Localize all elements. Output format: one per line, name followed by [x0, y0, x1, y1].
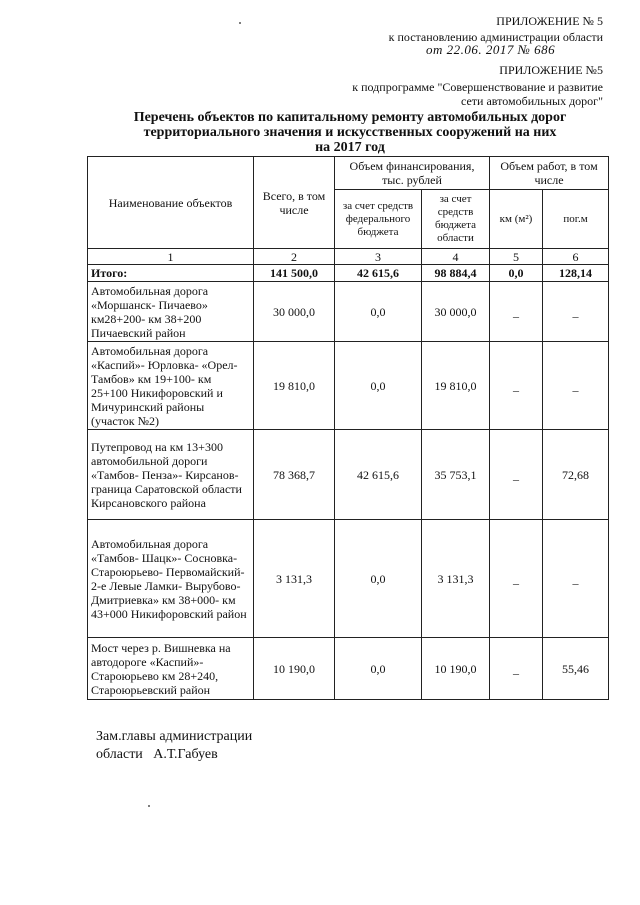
total-label: Итого: — [88, 265, 254, 282]
column-number: 2 — [254, 249, 335, 265]
column-number-row — [88, 249, 609, 265]
object-federal: 0,0 — [335, 520, 422, 638]
table-row — [88, 282, 609, 342]
total-pog-m: 128,14 — [543, 265, 609, 282]
header-row-1 — [88, 157, 609, 190]
object-pog-m: _ — [543, 342, 609, 430]
header-federal: за счет средств федерального бюджета — [335, 190, 422, 249]
object-regional: 3 131,3 — [422, 520, 490, 638]
total-row — [88, 265, 609, 282]
object-regional: 10 190,0 — [422, 638, 490, 700]
object-name: Автомобильная дорога «Каспий»- Юрловка- «Орел- Тамбов» км 19+100- км 25+100 Никифоровский и Мичуринский районы (участок №2) — [88, 342, 254, 430]
subprogram-reference-line2: сети автомобильных дорог" — [460, 94, 603, 108]
object-km: _ — [490, 282, 543, 342]
subprogram-reference-line1: к подпрограмме "Совершенствование и развитие — [352, 80, 603, 94]
signatory-name: области А.Т.Габуев — [96, 747, 218, 762]
total-amount: 141 500,0 — [254, 265, 335, 282]
object-regional: 30 000,0 — [422, 282, 490, 342]
object-federal: 42 615,6 — [335, 430, 422, 520]
header-km: км (м²) — [490, 190, 543, 249]
total-km: 0,0 — [490, 265, 543, 282]
object-federal: 0,0 — [335, 638, 422, 700]
column-number: 1 — [88, 249, 254, 265]
object-name: Автомобильная дорога «Моршанск- Пичаево» км28+200- км 38+200 Пичаевский район — [88, 282, 254, 342]
title-line-2: территориального значения и искусственных сооружений на них — [143, 125, 557, 140]
document-title — [100, 110, 600, 155]
total-federal: 42 615,6 — [335, 265, 422, 282]
object-regional: 35 753,1 — [422, 430, 490, 520]
signature-block — [96, 728, 252, 764]
table-row — [88, 342, 609, 430]
column-number: 4 — [422, 249, 490, 265]
title-line-3: на 2017 год — [315, 140, 385, 155]
column-number: 3 — [335, 249, 422, 265]
resolution-reference: к постановлению администрации области — [388, 30, 603, 44]
handwritten-date-number: от 22.06. 2017 № 686 — [426, 42, 556, 57]
object-km: _ — [490, 638, 543, 700]
header-name: Наименование объектов — [88, 157, 254, 249]
appendix-heading-2: ПРИЛОЖЕНИЕ №5 — [499, 63, 603, 77]
object-name: Автомобильная дорога «Тамбов- Шацк»- Сосновка- Староюрьево- Первомайский- 2-е Левые Ламки- Вырубово- Дмитриевка» км 38+000- км 43+000 Никифоровский район — [88, 520, 254, 638]
signatory-position: Зам.главы администрации — [96, 729, 253, 744]
object-pog-m: _ — [543, 520, 609, 638]
object-pog-m: _ — [543, 282, 609, 342]
appendix-heading: ПРИЛОЖЕНИЕ № 5 — [496, 14, 603, 28]
table-row — [88, 520, 609, 638]
object-km: _ — [490, 520, 543, 638]
object-total: 78 368,7 — [254, 430, 335, 520]
header-financing: Объем финансирования, тыс. рублей — [335, 157, 490, 190]
column-number: 6 — [543, 249, 609, 265]
object-km: _ — [490, 342, 543, 430]
header-total: Всего, в том числе — [254, 157, 335, 249]
header-work-volume: Объем работ, в том числе — [490, 157, 609, 190]
title-line-1: Перечень объектов по капитальному ремонту автомобильных дорог — [133, 110, 567, 125]
scan-speck — [148, 805, 150, 807]
object-total: 30 000,0 — [254, 282, 335, 342]
object-federal: 0,0 — [335, 342, 422, 430]
object-pog-m: 72,68 — [543, 430, 609, 520]
object-total: 10 190,0 — [254, 638, 335, 700]
object-km: _ — [490, 430, 543, 520]
header-pog-m: пог.м — [543, 190, 609, 249]
header-regional: за счет средств бюджета области — [422, 190, 490, 249]
object-federal: 0,0 — [335, 282, 422, 342]
object-name: Мост через р. Вишневка на автодороге «Каспий»- Староюрьево км 28+240, Староюрьевский район — [88, 638, 254, 700]
objects-table — [87, 156, 609, 700]
scan-speck — [239, 22, 241, 24]
object-regional: 19 810,0 — [422, 342, 490, 430]
column-number: 5 — [490, 249, 543, 265]
object-pog-m: 55,46 — [543, 638, 609, 700]
object-name: Путепровод на км 13+300 автомобильной дороги «Тамбов- Пенза»- Кирсанов- граница Саратовской области Кирсановского района — [88, 430, 254, 520]
object-total: 3 131,3 — [254, 520, 335, 638]
total-regional: 98 884,4 — [422, 265, 490, 282]
table-row — [88, 430, 609, 520]
object-total: 19 810,0 — [254, 342, 335, 430]
table-row — [88, 638, 609, 700]
